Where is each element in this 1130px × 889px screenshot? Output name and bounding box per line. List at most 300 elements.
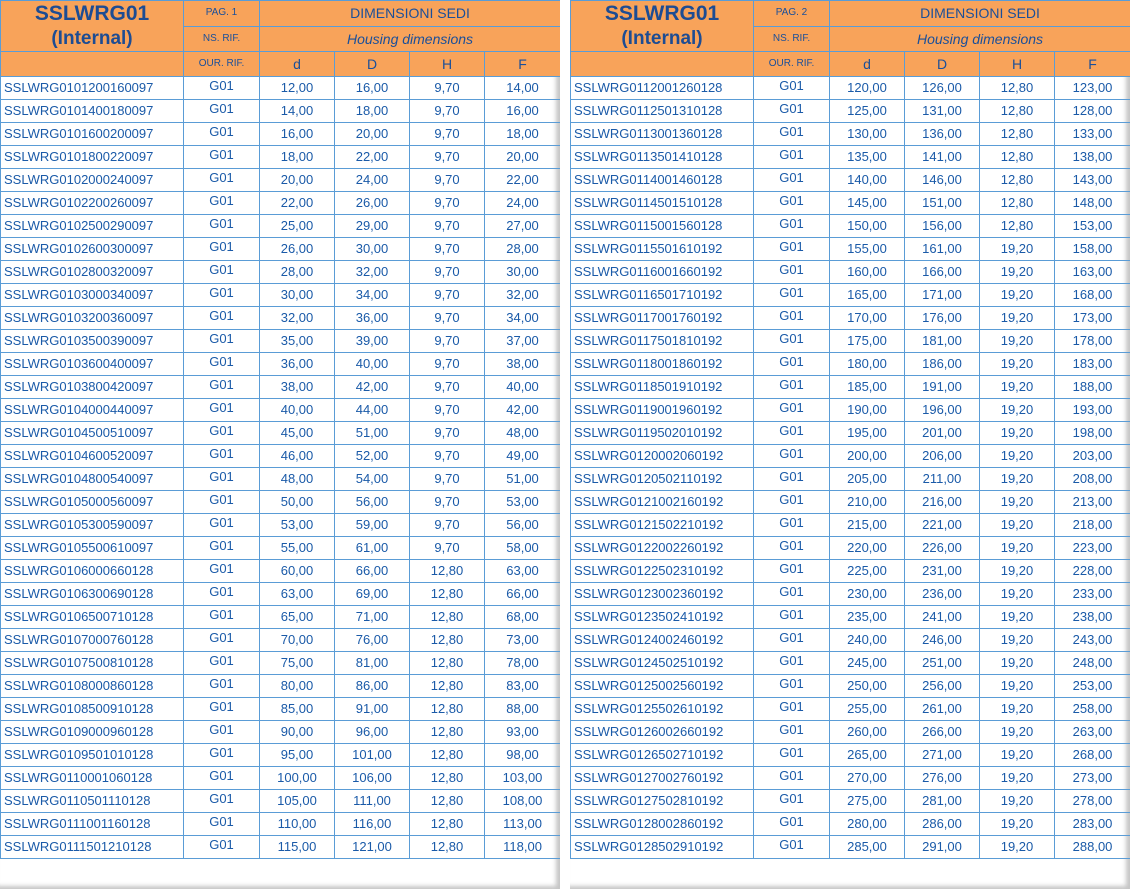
table-row [1, 169, 561, 192]
value-d-cell: 245,00 [830, 652, 905, 675]
value-H-cell: 19,20 [980, 583, 1055, 606]
value-H-cell: 12,80 [410, 629, 485, 652]
value-H-cell: 9,70 [410, 100, 485, 123]
table-row [571, 675, 1130, 698]
ref-code-cell: G01 [754, 606, 830, 629]
part-code-cell: SSLWRG0101400180097 [1, 100, 184, 123]
value-H-cell: 19,20 [980, 422, 1055, 445]
part-code-cell: SSLWRG0114501510128 [571, 192, 754, 215]
part-code-cell: SSLWRG0109000960128 [1, 721, 184, 744]
value-d-cell: 180,00 [830, 353, 905, 376]
value-d-cell: 165,00 [830, 284, 905, 307]
our-rif-label: OUR. RIF. [184, 52, 260, 77]
value-F-cell: 283,00 [1055, 813, 1130, 836]
value-H-cell: 19,20 [980, 261, 1055, 284]
value-H-cell: 12,80 [980, 192, 1055, 215]
part-code-cell: SSLWRG0125502610192 [571, 698, 754, 721]
part-code-cell: SSLWRG0104800540097 [1, 468, 184, 491]
series-subtitle: (Internal) [51, 28, 133, 49]
table-row [571, 123, 1130, 146]
value-F-cell: 178,00 [1055, 330, 1130, 353]
value-D-cell: 29,00 [335, 215, 410, 238]
table-row [571, 836, 1130, 859]
value-H-cell: 12,80 [410, 721, 485, 744]
value-F-cell: 37,00 [485, 330, 561, 353]
value-D-cell: 191,00 [905, 376, 980, 399]
value-H-cell: 19,20 [980, 606, 1055, 629]
ref-code-cell: G01 [184, 77, 260, 100]
table-row [1, 675, 561, 698]
value-D-cell: 206,00 [905, 445, 980, 468]
table-row [571, 767, 1130, 790]
value-D-cell: 181,00 [905, 330, 980, 353]
part-code-cell: SSLWRG0108000860128 [1, 675, 184, 698]
value-d-cell: 250,00 [830, 675, 905, 698]
value-d-cell: 53,00 [260, 514, 335, 537]
part-code-cell: SSLWRG0123502410192 [571, 606, 754, 629]
value-H-cell: 9,70 [410, 491, 485, 514]
ref-code-cell: G01 [184, 123, 260, 146]
part-code-cell: SSLWRG0107000760128 [1, 629, 184, 652]
catalog-table-page-2 [570, 0, 1130, 889]
value-F-cell: 243,00 [1055, 629, 1130, 652]
ref-code-cell: G01 [754, 652, 830, 675]
value-H-cell: 12,80 [410, 652, 485, 675]
value-H-cell: 12,80 [980, 77, 1055, 100]
value-F-cell: 158,00 [1055, 238, 1130, 261]
value-H-cell: 19,20 [980, 744, 1055, 767]
value-F-cell: 193,00 [1055, 399, 1130, 422]
ref-code-cell: G01 [754, 721, 830, 744]
value-d-cell: 260,00 [830, 721, 905, 744]
value-D-cell: 186,00 [905, 353, 980, 376]
part-code-cell: SSLWRG0116501710192 [571, 284, 754, 307]
value-H-cell: 12,80 [410, 698, 485, 721]
ref-code-cell: G01 [754, 744, 830, 767]
column-header-F: F [1055, 52, 1130, 77]
value-F-cell: 16,00 [485, 100, 561, 123]
value-d-cell: 50,00 [260, 491, 335, 514]
table-row [571, 491, 1130, 514]
value-d-cell: 18,00 [260, 146, 335, 169]
value-H-cell: 19,20 [980, 813, 1055, 836]
ref-code-cell: G01 [184, 606, 260, 629]
part-code-cell: SSLWRG0102000240097 [1, 169, 184, 192]
value-F-cell: 143,00 [1055, 169, 1130, 192]
value-D-cell: 36,00 [335, 307, 410, 330]
ref-code-cell: G01 [184, 353, 260, 376]
value-D-cell: 22,00 [335, 146, 410, 169]
value-H-cell: 19,20 [980, 560, 1055, 583]
value-F-cell: 248,00 [1055, 652, 1130, 675]
table-row [1, 468, 561, 491]
value-H-cell: 9,70 [410, 514, 485, 537]
value-F-cell: 28,00 [485, 238, 561, 261]
series-code: SSLWRG01 [34, 2, 150, 25]
value-F-cell: 56,00 [485, 514, 561, 537]
table-body [571, 77, 1130, 859]
ref-code-cell: G01 [754, 491, 830, 514]
value-F-cell: 238,00 [1055, 606, 1130, 629]
value-F-cell: 203,00 [1055, 445, 1130, 468]
value-F-cell: 51,00 [485, 468, 561, 491]
value-F-cell: 22,00 [485, 169, 561, 192]
ref-code-cell: G01 [754, 422, 830, 445]
value-d-cell: 65,00 [260, 606, 335, 629]
value-d-cell: 35,00 [260, 330, 335, 353]
ref-code-cell: G01 [754, 123, 830, 146]
ref-code-cell: G01 [184, 836, 260, 859]
value-F-cell: 288,00 [1055, 836, 1130, 859]
value-d-cell: 275,00 [830, 790, 905, 813]
column-header-d: d [830, 52, 905, 77]
table-row [571, 215, 1130, 238]
part-code-cell: SSLWRG0102200260097 [1, 192, 184, 215]
value-H-cell: 19,20 [980, 721, 1055, 744]
value-H-cell: 12,80 [410, 606, 485, 629]
value-D-cell: 271,00 [905, 744, 980, 767]
panel-separator [560, 0, 570, 889]
ref-code-cell: G01 [754, 836, 830, 859]
ref-code-cell: G01 [184, 192, 260, 215]
part-code-cell: SSLWRG0115501610192 [571, 238, 754, 261]
part-code-cell: SSLWRG0118001860192 [571, 353, 754, 376]
value-F-cell: 208,00 [1055, 468, 1130, 491]
value-D-cell: 166,00 [905, 261, 980, 284]
value-F-cell: 20,00 [485, 146, 561, 169]
ref-code-cell: G01 [754, 307, 830, 330]
value-d-cell: 80,00 [260, 675, 335, 698]
part-code-cell: SSLWRG0122502310192 [571, 560, 754, 583]
table-row [571, 445, 1130, 468]
value-D-cell: 161,00 [905, 238, 980, 261]
value-H-cell: 9,70 [410, 192, 485, 215]
value-d-cell: 40,00 [260, 399, 335, 422]
value-F-cell: 53,00 [485, 491, 561, 514]
table-row [571, 284, 1130, 307]
part-code-cell: SSLWRG0128502910192 [571, 836, 754, 859]
value-H-cell: 9,70 [410, 422, 485, 445]
value-F-cell: 233,00 [1055, 583, 1130, 606]
value-d-cell: 285,00 [830, 836, 905, 859]
part-code-cell: SSLWRG0126502710192 [571, 744, 754, 767]
part-code-cell: SSLWRG0120002060192 [571, 445, 754, 468]
table-row [571, 560, 1130, 583]
value-F-cell: 278,00 [1055, 790, 1130, 813]
part-code-cell: SSLWRG0121002160192 [571, 491, 754, 514]
value-H-cell: 19,20 [980, 399, 1055, 422]
value-F-cell: 66,00 [485, 583, 561, 606]
ref-code-cell: G01 [754, 399, 830, 422]
ref-code-cell: G01 [754, 629, 830, 652]
value-H-cell: 19,20 [980, 537, 1055, 560]
part-code-cell: SSLWRG0109501010128 [1, 744, 184, 767]
value-d-cell: 95,00 [260, 744, 335, 767]
value-F-cell: 253,00 [1055, 675, 1130, 698]
value-D-cell: 251,00 [905, 652, 980, 675]
value-D-cell: 51,00 [335, 422, 410, 445]
part-code-cell: SSLWRG0101600200097 [1, 123, 184, 146]
part-code-cell: SSLWRG0121502210192 [571, 514, 754, 537]
value-H-cell: 12,80 [410, 560, 485, 583]
value-d-cell: 215,00 [830, 514, 905, 537]
part-code-cell: SSLWRG0102800320097 [1, 261, 184, 284]
part-code-cell: SSLWRG0105300590097 [1, 514, 184, 537]
table-row [571, 353, 1130, 376]
ref-code-cell: G01 [754, 767, 830, 790]
part-code-cell: SSLWRG0128002860192 [571, 813, 754, 836]
table-row [1, 376, 561, 399]
part-code-cell: SSLWRG0103600400097 [1, 353, 184, 376]
value-d-cell: 105,00 [260, 790, 335, 813]
blank-header-cell [571, 52, 754, 77]
value-H-cell: 19,20 [980, 445, 1055, 468]
ref-code-cell: G01 [184, 675, 260, 698]
value-F-cell: 27,00 [485, 215, 561, 238]
table-row [1, 307, 561, 330]
ref-code-cell: G01 [184, 445, 260, 468]
value-d-cell: 270,00 [830, 767, 905, 790]
value-d-cell: 205,00 [830, 468, 905, 491]
ref-code-cell: G01 [184, 238, 260, 261]
ref-code-cell: G01 [184, 215, 260, 238]
value-F-cell: 24,00 [485, 192, 561, 215]
table-row [1, 215, 561, 238]
value-D-cell: 52,00 [335, 445, 410, 468]
value-d-cell: 32,00 [260, 307, 335, 330]
part-code-cell: SSLWRG0101800220097 [1, 146, 184, 169]
value-H-cell: 19,20 [980, 790, 1055, 813]
ns-rif-label: NS. RIF. [754, 26, 830, 52]
table-row [1, 560, 561, 583]
value-D-cell: 266,00 [905, 721, 980, 744]
value-d-cell: 190,00 [830, 399, 905, 422]
ref-code-cell: G01 [754, 468, 830, 491]
ref-code-cell: G01 [184, 813, 260, 836]
value-H-cell: 9,70 [410, 284, 485, 307]
part-code-cell: SSLWRG0116001660192 [571, 261, 754, 284]
value-F-cell: 108,00 [485, 790, 561, 813]
value-F-cell: 163,00 [1055, 261, 1130, 284]
part-code-cell: SSLWRG0107500810128 [1, 652, 184, 675]
value-F-cell: 73,00 [485, 629, 561, 652]
value-d-cell: 12,00 [260, 77, 335, 100]
table-row [571, 422, 1130, 445]
value-H-cell: 19,20 [980, 836, 1055, 859]
value-D-cell: 116,00 [335, 813, 410, 836]
value-F-cell: 34,00 [485, 307, 561, 330]
value-F-cell: 48,00 [485, 422, 561, 445]
our-rif-label: OUR. RIF. [754, 52, 830, 77]
value-H-cell: 19,20 [980, 629, 1055, 652]
ref-code-cell: G01 [184, 284, 260, 307]
ref-code-cell: G01 [184, 376, 260, 399]
ns-rif-label: NS. RIF. [184, 26, 260, 52]
part-code-cell: SSLWRG0110501110128 [1, 790, 184, 813]
value-F-cell: 68,00 [485, 606, 561, 629]
value-D-cell: 86,00 [335, 675, 410, 698]
value-F-cell: 30,00 [485, 261, 561, 284]
value-F-cell: 98,00 [485, 744, 561, 767]
value-D-cell: 151,00 [905, 192, 980, 215]
value-H-cell: 12,80 [980, 215, 1055, 238]
table-row [1, 836, 561, 859]
value-d-cell: 235,00 [830, 606, 905, 629]
part-code-cell: SSLWRG0104500510097 [1, 422, 184, 445]
ref-code-cell: G01 [184, 100, 260, 123]
value-D-cell: 66,00 [335, 560, 410, 583]
value-F-cell: 228,00 [1055, 560, 1130, 583]
value-H-cell: 9,70 [410, 307, 485, 330]
value-H-cell: 9,70 [410, 169, 485, 192]
table-row [571, 376, 1130, 399]
value-D-cell: 291,00 [905, 836, 980, 859]
value-d-cell: 20,00 [260, 169, 335, 192]
part-code-cell: SSLWRG0117501810192 [571, 330, 754, 353]
value-H-cell: 12,80 [410, 767, 485, 790]
value-H-cell: 9,70 [410, 123, 485, 146]
value-d-cell: 16,00 [260, 123, 335, 146]
page-number: PAG. 1 [184, 1, 260, 27]
value-F-cell: 18,00 [485, 123, 561, 146]
value-d-cell: 225,00 [830, 560, 905, 583]
ref-code-cell: G01 [754, 77, 830, 100]
value-d-cell: 14,00 [260, 100, 335, 123]
ref-code-cell: G01 [184, 307, 260, 330]
value-F-cell: 168,00 [1055, 284, 1130, 307]
value-d-cell: 38,00 [260, 376, 335, 399]
value-H-cell: 12,80 [980, 123, 1055, 146]
value-D-cell: 246,00 [905, 629, 980, 652]
value-D-cell: 176,00 [905, 307, 980, 330]
housing-dimensions-table [570, 0, 1130, 859]
value-F-cell: 14,00 [485, 77, 561, 100]
table-title [571, 1, 754, 52]
ref-code-cell: G01 [754, 790, 830, 813]
value-F-cell: 198,00 [1055, 422, 1130, 445]
value-D-cell: 256,00 [905, 675, 980, 698]
value-H-cell: 9,70 [410, 330, 485, 353]
part-code-cell: SSLWRG0122002260192 [571, 537, 754, 560]
table-row [1, 790, 561, 813]
column-header-d: d [260, 52, 335, 77]
ref-code-cell: G01 [754, 560, 830, 583]
part-code-cell: SSLWRG0124002460192 [571, 629, 754, 652]
value-H-cell: 9,70 [410, 468, 485, 491]
value-d-cell: 63,00 [260, 583, 335, 606]
part-code-cell: SSLWRG0111001160128 [1, 813, 184, 836]
value-d-cell: 55,00 [260, 537, 335, 560]
value-D-cell: 221,00 [905, 514, 980, 537]
series-subtitle: (Internal) [621, 28, 703, 49]
value-D-cell: 136,00 [905, 123, 980, 146]
value-H-cell: 19,20 [980, 330, 1055, 353]
value-D-cell: 59,00 [335, 514, 410, 537]
ref-code-cell: G01 [754, 514, 830, 537]
table-row [1, 238, 561, 261]
part-code-cell: SSLWRG0101200160097 [1, 77, 184, 100]
ref-code-cell: G01 [754, 169, 830, 192]
ref-code-cell: G01 [184, 491, 260, 514]
value-d-cell: 175,00 [830, 330, 905, 353]
value-d-cell: 230,00 [830, 583, 905, 606]
series-code: SSLWRG01 [604, 2, 720, 25]
value-d-cell: 145,00 [830, 192, 905, 215]
value-D-cell: 39,00 [335, 330, 410, 353]
value-D-cell: 281,00 [905, 790, 980, 813]
value-D-cell: 54,00 [335, 468, 410, 491]
value-D-cell: 111,00 [335, 790, 410, 813]
part-code-cell: SSLWRG0102600300097 [1, 238, 184, 261]
value-D-cell: 34,00 [335, 284, 410, 307]
value-d-cell: 26,00 [260, 238, 335, 261]
value-d-cell: 160,00 [830, 261, 905, 284]
value-H-cell: 19,20 [980, 652, 1055, 675]
table-row [571, 330, 1130, 353]
part-code-cell: SSLWRG0117001760192 [571, 307, 754, 330]
table-row [571, 192, 1130, 215]
ref-code-cell: G01 [754, 583, 830, 606]
value-D-cell: 44,00 [335, 399, 410, 422]
ref-code-cell: G01 [754, 376, 830, 399]
value-H-cell: 19,20 [980, 675, 1055, 698]
value-D-cell: 81,00 [335, 652, 410, 675]
part-code-cell: SSLWRG0112001260128 [571, 77, 754, 100]
ref-code-cell: G01 [184, 629, 260, 652]
table-row [571, 77, 1130, 100]
table-row [1, 629, 561, 652]
blank-header-cell [1, 52, 184, 77]
value-F-cell: 38,00 [485, 353, 561, 376]
part-code-cell: SSLWRG0103800420097 [1, 376, 184, 399]
value-H-cell: 19,20 [980, 767, 1055, 790]
part-code-cell: SSLWRG0105500610097 [1, 537, 184, 560]
value-d-cell: 90,00 [260, 721, 335, 744]
part-code-cell: SSLWRG0127002760192 [571, 767, 754, 790]
ref-code-cell: G01 [184, 560, 260, 583]
value-F-cell: 32,00 [485, 284, 561, 307]
part-code-cell: SSLWRG0119502010192 [571, 422, 754, 445]
page-number: PAG. 2 [754, 1, 830, 27]
value-D-cell: 56,00 [335, 491, 410, 514]
part-code-cell: SSLWRG0102500290097 [1, 215, 184, 238]
value-F-cell: 218,00 [1055, 514, 1130, 537]
table-row [1, 399, 561, 422]
value-H-cell: 19,20 [980, 307, 1055, 330]
ref-code-cell: G01 [184, 468, 260, 491]
ref-code-cell: G01 [754, 146, 830, 169]
ref-code-cell: G01 [184, 330, 260, 353]
value-H-cell: 19,20 [980, 698, 1055, 721]
value-d-cell: 170,00 [830, 307, 905, 330]
table-row [571, 652, 1130, 675]
value-D-cell: 216,00 [905, 491, 980, 514]
part-code-cell: SSLWRG0104000440097 [1, 399, 184, 422]
part-code-cell: SSLWRG0105000560097 [1, 491, 184, 514]
value-F-cell: 128,00 [1055, 100, 1130, 123]
value-d-cell: 115,00 [260, 836, 335, 859]
value-d-cell: 120,00 [830, 77, 905, 100]
table-row [1, 744, 561, 767]
value-D-cell: 76,00 [335, 629, 410, 652]
ref-code-cell: G01 [754, 261, 830, 284]
table-row [571, 169, 1130, 192]
value-D-cell: 261,00 [905, 698, 980, 721]
value-D-cell: 71,00 [335, 606, 410, 629]
value-d-cell: 22,00 [260, 192, 335, 215]
value-H-cell: 9,70 [410, 537, 485, 560]
table-row [571, 399, 1130, 422]
